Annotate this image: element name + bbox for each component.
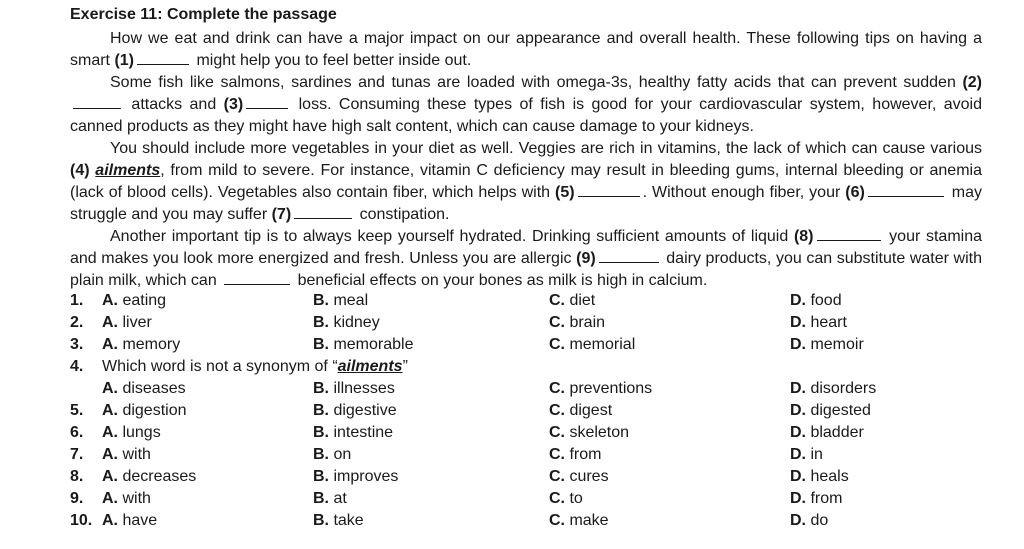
question-5 xyxy=(70,400,1000,422)
option-text: decreases xyxy=(122,468,197,485)
option-c[interactable] xyxy=(549,510,609,532)
option-b[interactable] xyxy=(313,422,393,444)
blank-7[interactable] xyxy=(294,204,352,219)
blank-number-7: (7) xyxy=(271,206,292,223)
option-letter: C. xyxy=(549,292,565,309)
option-letter: B. xyxy=(313,424,329,441)
option-text: to xyxy=(569,490,583,507)
p3-text-c: . Without enough fiber, your xyxy=(642,184,846,201)
question-2 xyxy=(70,312,1000,334)
p4-text-a: Another important tip is to always keep yourself hydrated. Drinking sufficient amounts of liquid xyxy=(110,228,794,245)
option-c[interactable] xyxy=(549,378,652,400)
option-letter: D. xyxy=(790,336,806,353)
option-text: heart xyxy=(810,314,847,331)
p1-text-b: might help you to feel better inside out. xyxy=(192,52,472,69)
option-d[interactable] xyxy=(790,334,864,356)
option-c[interactable] xyxy=(549,312,605,334)
option-d[interactable] xyxy=(790,444,823,466)
blank-9[interactable] xyxy=(599,248,659,263)
option-letter: A. xyxy=(102,380,118,397)
option-c[interactable] xyxy=(549,290,595,312)
paragraph-2 xyxy=(70,72,982,138)
option-letter: A. xyxy=(102,292,118,309)
option-a[interactable] xyxy=(102,334,180,356)
option-text: digested xyxy=(810,402,871,419)
blank-10[interactable] xyxy=(224,270,290,285)
option-a[interactable] xyxy=(102,444,151,466)
option-text: eating xyxy=(122,292,167,309)
option-letter: C. xyxy=(549,380,565,397)
option-a[interactable] xyxy=(102,378,186,400)
question-number: 4. xyxy=(70,358,84,375)
option-text: in xyxy=(810,446,823,463)
p2-text-c: loss. Consuming these types of fish is good for your cardiovascular system, however, avoid canned products as they might have high salt content, which can cause damage to your kidneys. xyxy=(70,96,982,135)
p3-text-e: constipation. xyxy=(355,206,450,223)
option-letter: A. xyxy=(102,468,118,485)
option-c[interactable] xyxy=(549,334,635,356)
question-3 xyxy=(70,334,1000,356)
option-c[interactable] xyxy=(549,444,601,466)
question-number: 5. xyxy=(70,402,84,419)
option-text: illnesses xyxy=(333,380,395,397)
question-number: 7. xyxy=(70,446,84,463)
stem-ailments-word: ailments xyxy=(337,358,403,375)
option-letter: C. xyxy=(549,490,565,507)
p3-text-a: You should include more vegetables in your diet as well. Veggies are rich in vitamins, the lack of which can cause various xyxy=(110,140,982,157)
option-letter: B. xyxy=(313,446,329,463)
option-letter: D. xyxy=(790,490,806,507)
option-letter: D. xyxy=(790,424,806,441)
option-d[interactable] xyxy=(790,400,871,422)
ailments-word: ailments xyxy=(95,162,161,179)
blank-number-5: (5) xyxy=(555,184,575,201)
option-c[interactable] xyxy=(549,400,612,422)
option-letter: A. xyxy=(102,314,118,331)
option-letter: D. xyxy=(790,380,806,397)
blank-number-8: (8) xyxy=(793,228,814,245)
blank-number-6: (6) xyxy=(845,184,865,201)
question-number: 9. xyxy=(70,490,84,507)
option-text: meal xyxy=(333,292,369,309)
option-d[interactable] xyxy=(790,312,847,334)
paragraph-1 xyxy=(70,28,982,72)
question-10 xyxy=(70,510,1000,532)
option-text: diseases xyxy=(122,380,186,397)
option-b[interactable] xyxy=(313,466,398,488)
question-6 xyxy=(70,422,1000,444)
option-text: have xyxy=(122,512,158,529)
option-text: from xyxy=(569,446,602,463)
question-7 xyxy=(70,444,1000,466)
option-text: on xyxy=(333,446,352,463)
option-text: digestive xyxy=(333,402,397,419)
question-4-options xyxy=(70,378,1000,400)
option-text: memory xyxy=(122,336,181,353)
option-a[interactable] xyxy=(102,466,196,488)
option-letter: D. xyxy=(790,468,806,485)
option-letter: D. xyxy=(790,402,806,419)
blank-1[interactable] xyxy=(137,50,189,65)
option-letter: C. xyxy=(549,336,565,353)
question-number: 10. xyxy=(70,512,93,529)
blank-number-1: (1) xyxy=(114,52,135,69)
option-letter: C. xyxy=(549,402,565,419)
option-letter: D. xyxy=(790,314,806,331)
blank-number-9: (9) xyxy=(576,250,596,267)
option-letter: A. xyxy=(102,446,118,463)
blank-number-3: (3) xyxy=(223,96,244,113)
option-letter: D. xyxy=(790,512,806,529)
option-d[interactable] xyxy=(790,290,842,312)
passage xyxy=(70,28,982,292)
question-number: 6. xyxy=(70,424,84,441)
option-letter: A. xyxy=(102,424,118,441)
option-text: brain xyxy=(569,314,606,331)
option-text: do xyxy=(810,512,829,529)
option-letter: B. xyxy=(313,512,329,529)
option-letter: C. xyxy=(549,512,565,529)
option-text: kidney xyxy=(333,314,380,331)
question-4-stem xyxy=(70,356,1000,378)
p2-text-b: attacks and xyxy=(124,96,224,113)
option-c[interactable] xyxy=(549,488,583,510)
option-text: memorial xyxy=(569,336,636,353)
question-number: 3. xyxy=(70,336,84,353)
option-b[interactable] xyxy=(313,334,413,356)
p3-text-b: , from mild to severe. For instance, vitamin C deficiency may result in bleeding gums, internal bleeding or anemia (lack of blood cells). Vegetables also contain fiber, which helps with xyxy=(70,162,982,201)
option-letter: C. xyxy=(549,314,565,331)
option-b[interactable] xyxy=(313,444,351,466)
question-list xyxy=(70,290,1000,532)
question-4-text xyxy=(102,356,408,378)
exercise-title: Exercise 11: Complete the passage xyxy=(70,6,337,23)
option-b[interactable] xyxy=(313,488,347,510)
option-text: memorable xyxy=(333,336,414,353)
option-a[interactable] xyxy=(102,312,152,334)
option-text: preventions xyxy=(569,380,653,397)
option-letter: B. xyxy=(313,336,329,353)
paragraph-4 xyxy=(70,226,982,292)
option-letter: A. xyxy=(102,336,118,353)
option-text: bladder xyxy=(810,424,864,441)
option-letter: D. xyxy=(790,292,806,309)
option-c[interactable] xyxy=(549,422,629,444)
option-text: heals xyxy=(810,468,849,485)
option-a[interactable] xyxy=(102,488,151,510)
option-text: from xyxy=(810,490,843,507)
p3-text-d: may struggle and you may suffer xyxy=(70,184,983,223)
option-a[interactable] xyxy=(102,290,166,312)
option-text: with xyxy=(122,490,151,507)
option-text: at xyxy=(333,490,347,507)
blank-number-2: (2) xyxy=(962,74,982,91)
option-letter: B. xyxy=(313,292,329,309)
option-text: food xyxy=(810,292,842,309)
option-c[interactable] xyxy=(549,466,609,488)
option-d[interactable] xyxy=(790,488,842,510)
option-a[interactable] xyxy=(102,400,187,422)
p1-text-a: How we eat and drink can have a major impact on our appearance and overall health. These following tips on having a smart xyxy=(70,30,982,69)
option-text: memoir xyxy=(810,336,864,353)
option-letter: B. xyxy=(313,314,329,331)
blank-number-4: (4) xyxy=(70,162,90,179)
option-a[interactable] xyxy=(102,422,161,444)
option-d[interactable] xyxy=(790,422,864,444)
option-text: intestine xyxy=(333,424,394,441)
blank-3[interactable] xyxy=(246,94,288,109)
option-d[interactable] xyxy=(790,510,828,532)
p4-text-b: your stamina and makes you look more energized and fresh. Unless you are allergic xyxy=(70,228,982,267)
blank-2[interactable] xyxy=(73,94,121,109)
option-d[interactable] xyxy=(790,466,849,488)
option-text: diet xyxy=(569,292,596,309)
option-letter: B. xyxy=(313,380,329,397)
option-letter: A. xyxy=(102,490,118,507)
question-number: 2. xyxy=(70,314,84,331)
option-b[interactable] xyxy=(313,290,368,312)
option-text: make xyxy=(569,512,609,529)
option-letter: A. xyxy=(102,512,118,529)
option-text: liver xyxy=(122,314,152,331)
option-b[interactable] xyxy=(313,378,395,400)
question-9 xyxy=(70,488,1000,510)
option-letter: C. xyxy=(549,446,565,463)
p4-text-d: beneficial effects on your bones as milk is high in calcium. xyxy=(293,272,708,289)
option-letter: A. xyxy=(102,402,118,419)
question-number: 1. xyxy=(70,292,84,309)
option-letter: B. xyxy=(313,490,329,507)
option-b[interactable] xyxy=(313,400,397,422)
option-letter: D. xyxy=(790,446,806,463)
option-text: lungs xyxy=(122,424,161,441)
option-letter: C. xyxy=(549,468,565,485)
option-text: digest xyxy=(569,402,613,419)
option-text: with xyxy=(122,446,151,463)
question-number: 8. xyxy=(70,468,84,485)
option-b[interactable] xyxy=(313,312,380,334)
blank-6[interactable] xyxy=(868,182,944,197)
option-letter: C. xyxy=(549,424,565,441)
option-text: digestion xyxy=(122,402,187,419)
option-d[interactable] xyxy=(790,378,876,400)
stem-text-b: ” xyxy=(402,358,408,375)
question-8 xyxy=(70,466,1000,488)
blank-5[interactable] xyxy=(578,182,640,197)
option-text: improves xyxy=(333,468,399,485)
option-a[interactable] xyxy=(102,510,157,532)
p2-text-a: Some fish like salmons, sardines and tunas are loaded with omega-3s, healthy fatty acids that can prevent sudden xyxy=(110,74,963,91)
option-letter: B. xyxy=(313,402,329,419)
option-text: disorders xyxy=(810,380,877,397)
paragraph-3 xyxy=(70,138,982,226)
question-1 xyxy=(70,290,1000,312)
option-text: cures xyxy=(569,468,609,485)
option-b[interactable] xyxy=(313,510,364,532)
option-text: take xyxy=(333,512,364,529)
p4-text-c: dairy products, you can substitute water with plain milk, which can xyxy=(70,250,983,289)
stem-text-a: Which word is not a synonym of “ xyxy=(102,358,338,375)
option-letter: B. xyxy=(313,468,329,485)
blank-8[interactable] xyxy=(817,226,881,241)
option-text: skeleton xyxy=(569,424,630,441)
